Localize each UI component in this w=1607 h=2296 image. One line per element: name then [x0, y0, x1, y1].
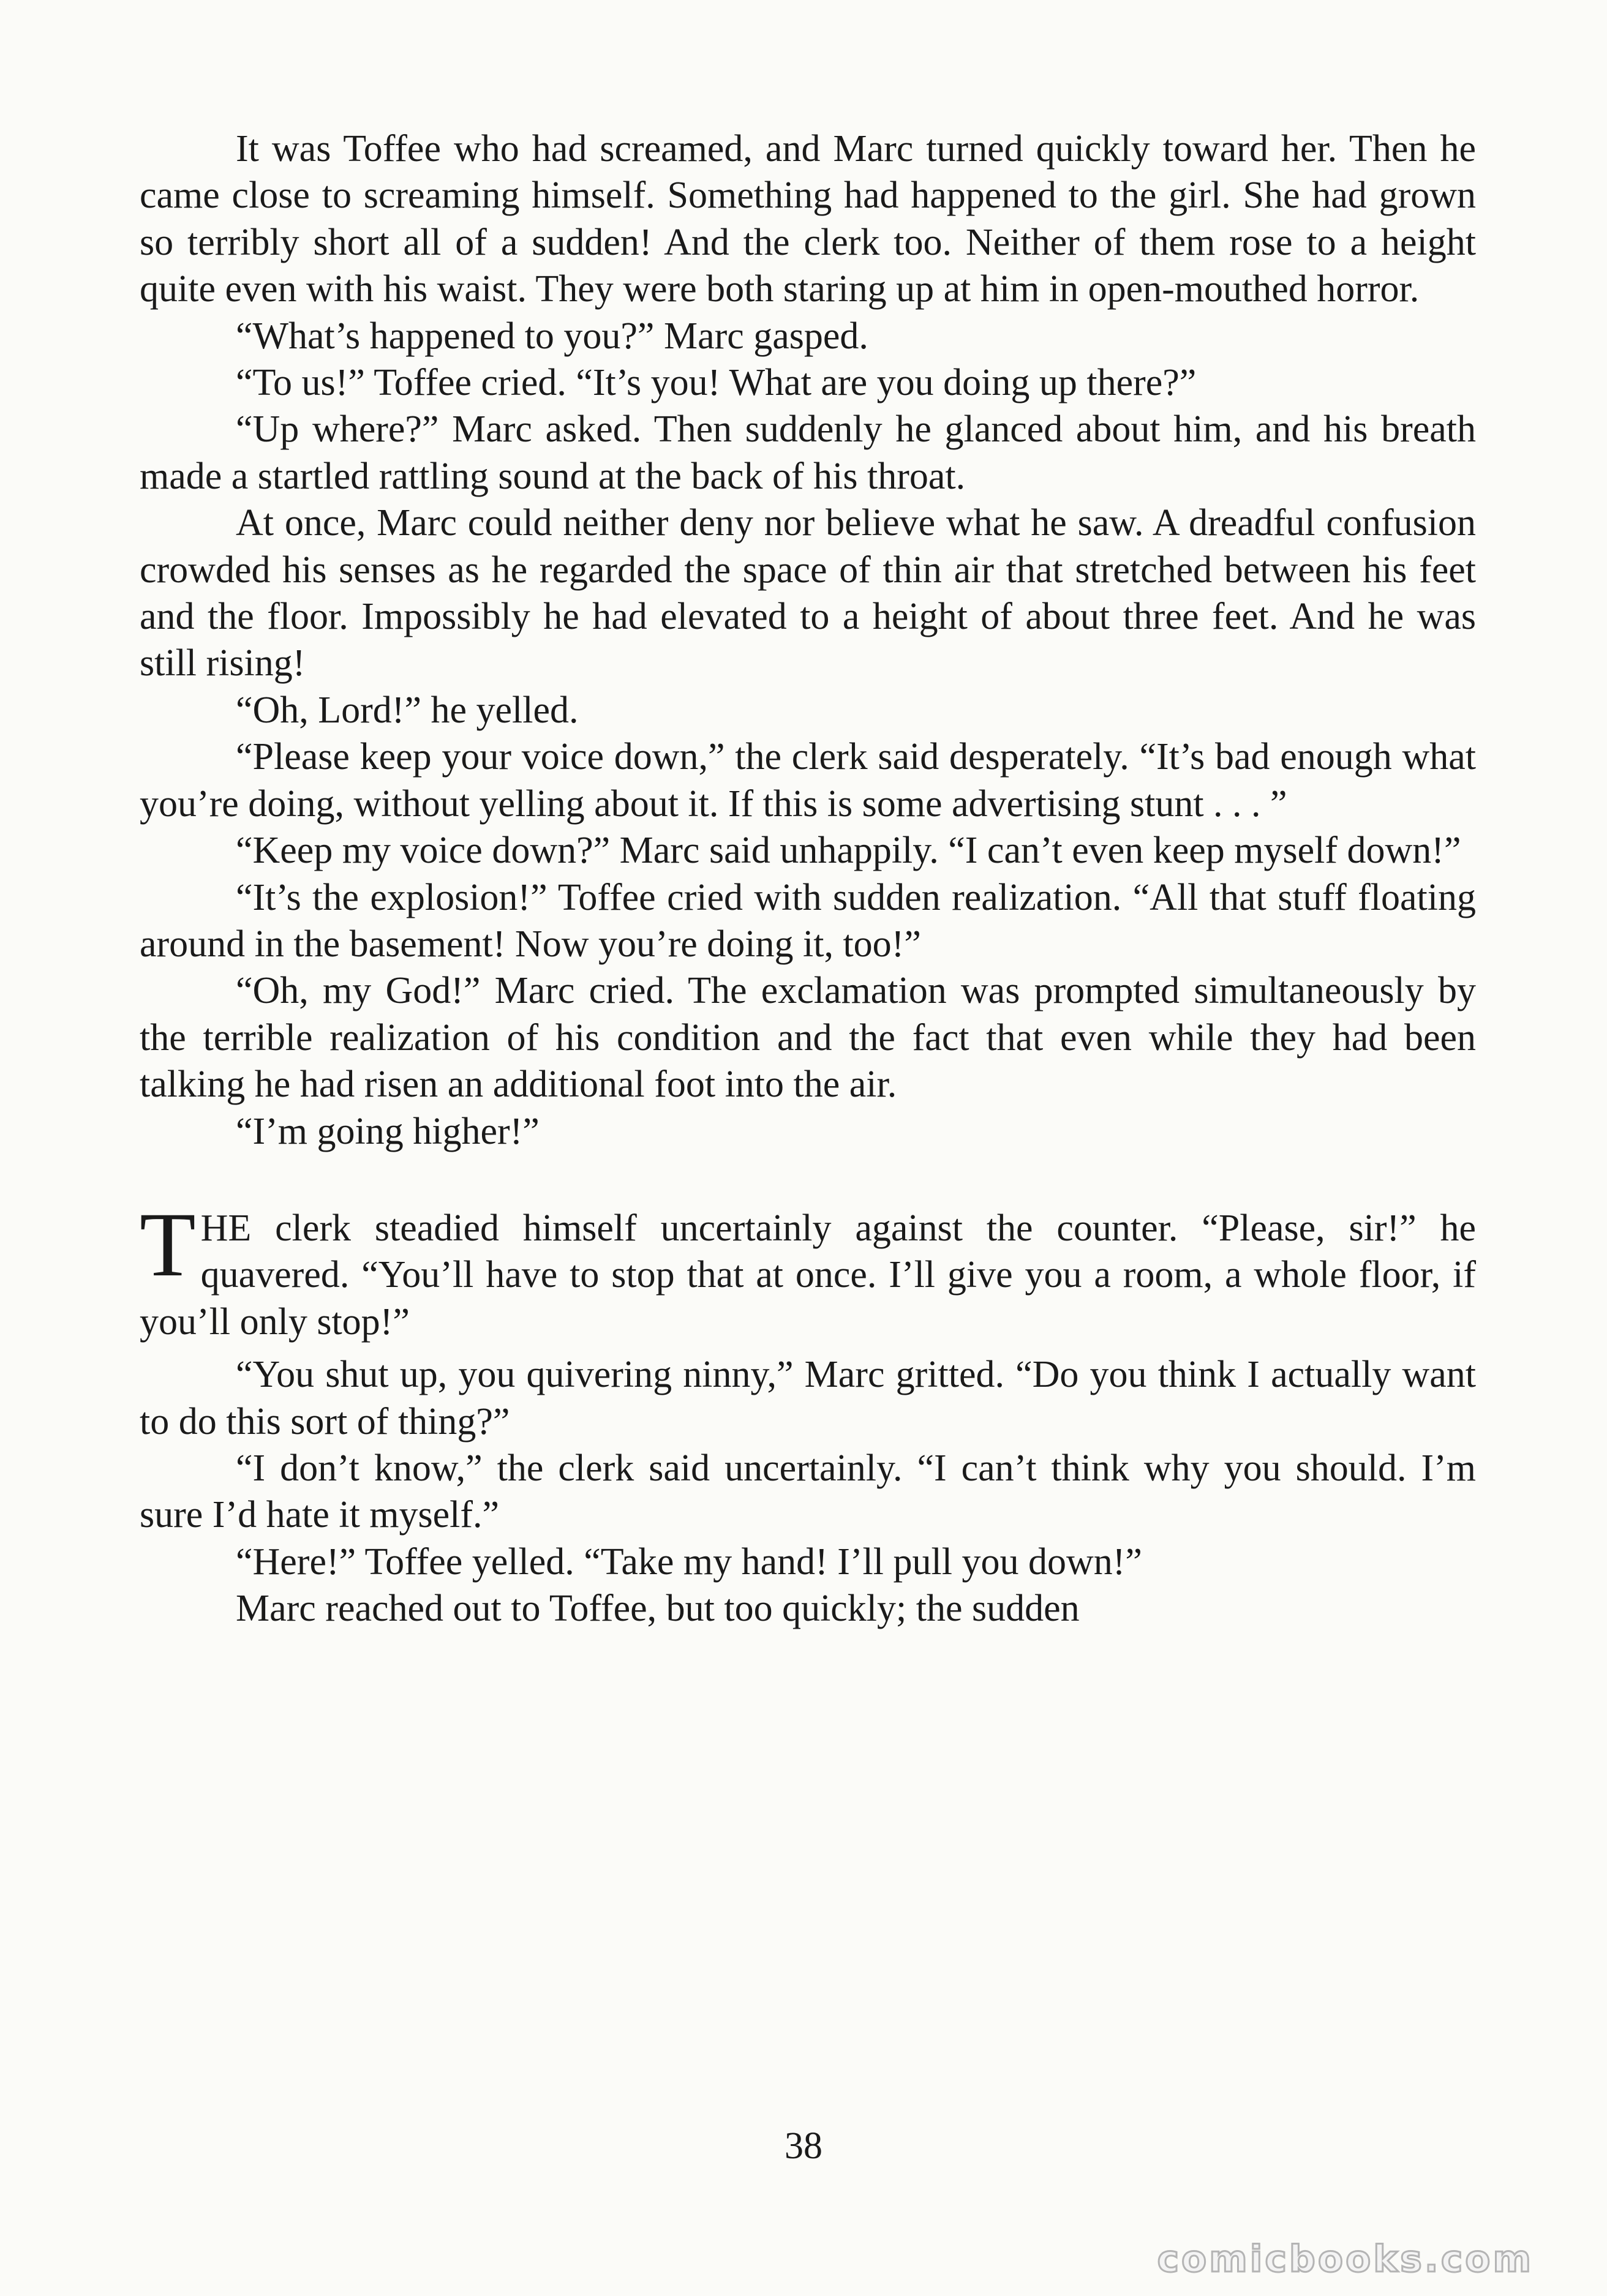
- paragraph: “I’m going higher!”: [236, 1110, 540, 1152]
- page-number: 38: [785, 2125, 822, 2167]
- paragraph: “Here!” Toffee yelled. “Take my hand! I’ll pull you down!”: [236, 1540, 1142, 1583]
- paragraph: At once, Marc could neither deny nor believe what he saw. A dreadful confusion crowded his senses as he regarded the space of thin air that stretched between his feet and the floor. Impossibly he had elevated to a height of about three feet. And he was still rising!: [140, 502, 1476, 685]
- section-break: [140, 1193, 1476, 1632]
- paragraph: “It’s the explosion!” Toffee cried with sudden realization. “All that stuff floating around in the basement! Now you’re doing it, too!”: [140, 876, 1476, 965]
- paragraph: “Up where?” Marc asked. Then suddenly he glanced about him, and his breath made a startled rattling sound at the back of his throat.: [140, 408, 1476, 497]
- drop-cap-paragraph: THE clerk steadied himself uncertainly against the counter. “Please, sir!” he quavered. “You’ll have to stop that at once. I’ll give you a room, a whole floor, if you’ll only stop!”: [140, 1193, 1476, 1343]
- watermark-logo: comicbooks.com: [1157, 2238, 1534, 2281]
- book-page-text: [140, 126, 1476, 1632]
- paragraph: “Oh, Lord!” he yelled.: [236, 689, 579, 731]
- paragraph: “To us!” Toffee cried. “It’s you! What are you doing up there?”: [236, 362, 1197, 404]
- paragraph: “You shut up, you quivering ninny,” Marc gritted. “Do you think I actually want to do this sort of thing?”: [140, 1354, 1476, 1443]
- paragraph: “Oh, my God!” Marc cried. The exclamation was prompted simultaneously by the terrible realization of his condition and the fact that even while they had been talking he had risen an additional foot into the air.: [140, 970, 1476, 1106]
- paragraph: It was Toffee who had screamed, and Marc turned quickly toward her. Then he came close to screaming himself. Something had happened to the girl. She had grown so terribly short all of a sudden! And the clerk too. Neither of them rose to a height quite even with his waist. They were both staring up at him in open-mouthed horror.: [140, 128, 1476, 310]
- paragraph: “Keep my voice down?” Marc said unhappily. “I can’t even keep myself down!”: [236, 830, 1461, 872]
- paragraph: “Please keep your voice down,” the clerk said desperately. “It’s bad enough what you’re doing, without yelling about it. If this is some advertising stunt . . . ”: [140, 736, 1476, 825]
- paragraph: Marc reached out to Toffee, but too quickly; the sudden: [236, 1588, 1080, 1630]
- paragraph: “I don’t know,” the clerk said uncertainly. “I can’t think why you should. I’m sure I’d hate it myself.”: [140, 1447, 1476, 1536]
- paragraph: “What’s happened to you?” Marc gasped.: [236, 315, 868, 357]
